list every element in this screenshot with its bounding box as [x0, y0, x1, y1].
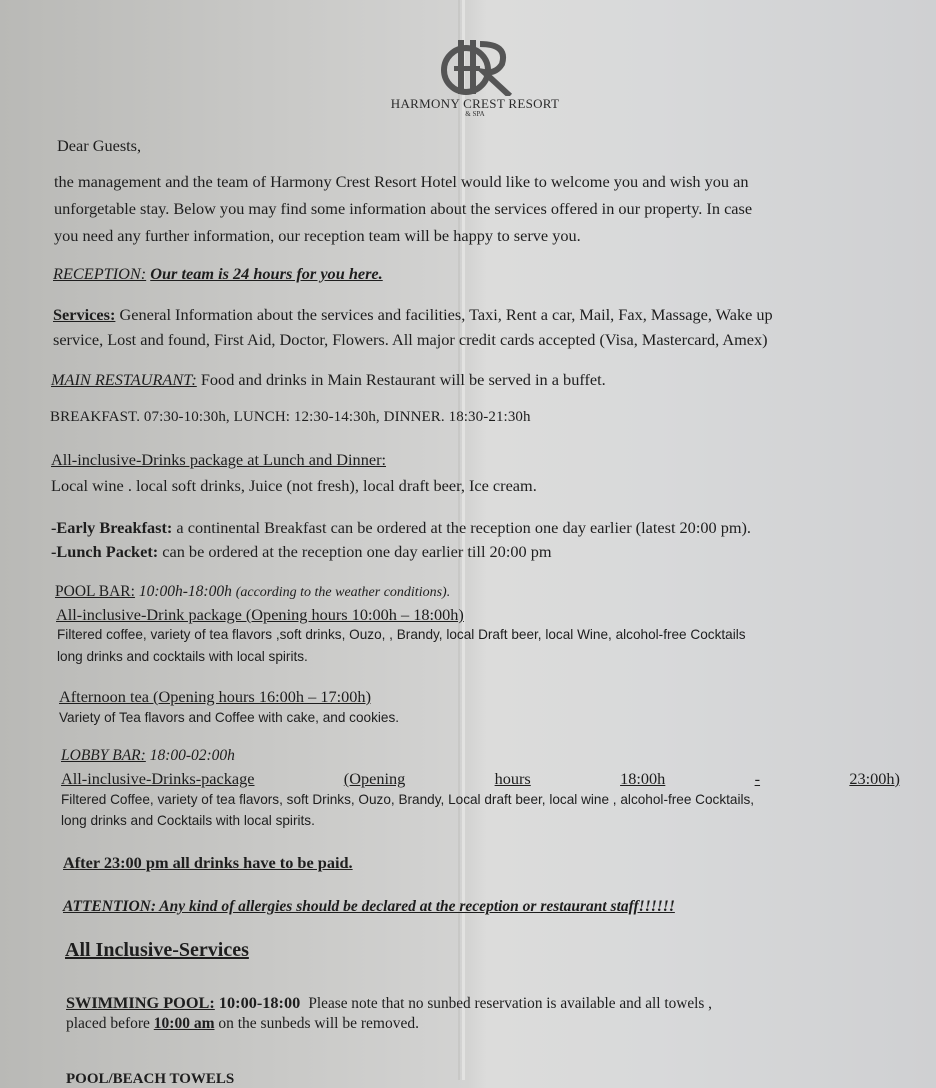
pool-bar-note: (according to the weather conditions). [235, 585, 451, 600]
resort-logo [380, 34, 570, 118]
services-line-1 [53, 305, 773, 325]
reception-label: RECEPTION: [53, 264, 147, 283]
pool-bar [55, 583, 450, 601]
reception-section [53, 264, 383, 284]
pool-bar-label: POOL BAR: [55, 583, 135, 600]
lobby-bar-label: LOBBY BAR: [61, 747, 146, 764]
lobby-package-part: 23:00h) [849, 769, 900, 788]
reception-text: Our team is 24 hours for you here. [150, 264, 383, 283]
swimming-pool-label: SWIMMING POOL: [66, 993, 215, 1012]
lobby-bar-line-1: Filtered Coffee, variety of tea flavors, soft Drinks, Ouzo, Brandy, Local draft beer, local wine , alcohol-free Cocktails, [61, 792, 755, 807]
pool-bar-package-title: All-inclusive-Drink package (Opening hours 10:00h – 18:00h) [56, 605, 464, 624]
swimming-pool-pre: placed before [66, 1015, 150, 1032]
swimming-pool-time: 10:00 am [153, 1015, 215, 1032]
lobby-bar [61, 747, 235, 765]
main-restaurant-label: MAIN RESTAURANT: [51, 370, 197, 389]
paper-fold-shadow [458, 0, 460, 1080]
lunch-packet [51, 542, 552, 562]
restaurant-hours: BREAKFAST. 07:30-10:30h, LUNCH: 12:30-14:30h, DINNER. 18:30-21:30h [50, 409, 531, 425]
services-text: General Information about the services and facilities, Taxi, Rent a car, Mail, Fax, Massage, Wake up [119, 305, 773, 324]
swimming-pool-post: on the sunbeds will be removed. [218, 1015, 419, 1032]
intro-line-1: the management and the team of Harmony Crest Resort Hotel would like to welcome you and wish you an [54, 172, 749, 191]
lobby-package-part: 18:00h [620, 769, 666, 788]
early-breakfast-text: a continental Breakfast can be ordered at the reception one day earlier (latest 20:00 pm). [176, 518, 751, 537]
swimming-pool-text: Please note that no sunbed reservation is available and all towels , [308, 995, 712, 1012]
paid-notice: After 23:00 pm all drinks have to be paid. [63, 853, 353, 872]
lunch-packet-text: can be ordered at the reception one day earlier till 20:00 pm [162, 542, 552, 561]
lobby-bar-hours: 18:00-02:00h [149, 747, 235, 764]
main-restaurant [51, 370, 606, 390]
pool-bar-line-2: long drinks and cocktails with local spirits. [57, 649, 308, 664]
allergy-attention: ATTENTION: Any kind of allergies should be declared at the reception or restaurant staff!!!!!! [63, 898, 675, 915]
swimming-pool-line-2 [66, 1015, 419, 1033]
afternoon-tea-title: Afternoon tea (Opening hours 16:00h – 17:00h) [59, 687, 371, 706]
lobby-bar-line-2: long drinks and Cocktails with local spirits. [61, 813, 315, 828]
services-label: Services: [53, 305, 116, 324]
swimming-pool-hours: 10:00-18:00 [218, 993, 301, 1012]
lobby-package-part: (Opening [343, 769, 406, 788]
lobby-package-part: All-inclusive-Drinks-package [61, 769, 255, 788]
lobby-package-part: hours [494, 769, 531, 788]
drinks-lunch-dinner-title: All-inclusive-Drinks package at Lunch and Dinner: [51, 450, 387, 469]
pool-bar-hours: 10:00h-18:00h [138, 583, 232, 600]
all-inclusive-heading: All Inclusive-Services [65, 939, 249, 961]
lunch-packet-label: -Lunch Packet: [51, 542, 159, 561]
resort-name: HARMONY CREST RESORT [390, 96, 560, 111]
lobby-package-part: - [754, 769, 761, 788]
greeting: Dear Guests, [57, 136, 142, 155]
lobby-bar-package-title [61, 769, 900, 789]
drinks-lunch-dinner-text: Local wine . local soft drinks, Juice (not fresh), local draft beer, Ice cream. [51, 476, 537, 495]
early-breakfast-label: -Early Breakfast: [51, 518, 173, 537]
monogram-icon [430, 34, 520, 96]
paper-fold [462, 0, 465, 1080]
main-restaurant-text: Food and drinks in Main Restaurant will be served in a buffet. [200, 370, 606, 389]
intro-line-3: you need any further information, our reception team will be happy to serve you. [54, 226, 581, 245]
swimming-pool-line-1 [66, 993, 712, 1013]
services-line-2: service, Lost and found, First Aid, Doctor, Flowers. All major credit cards accepted (Visa, Mastercard, Amex) [53, 330, 768, 349]
early-breakfast [51, 518, 751, 538]
pool-bar-line-1: Filtered coffee, variety of tea flavors ,soft drinks, Ouzo, , Brandy, local Draft beer, local Wine, alcohol-free Cocktails [57, 627, 746, 642]
resort-sub: & SPA [465, 110, 485, 118]
cutoff-line: POOL/BEACH TOWELS [66, 1071, 235, 1087]
afternoon-tea-text: Variety of Tea flavors and Coffee with cake, and cookies. [59, 710, 400, 725]
intro-line-2: unforgetable stay. Below you may find some information about the services offered in our property. In case [54, 199, 753, 218]
